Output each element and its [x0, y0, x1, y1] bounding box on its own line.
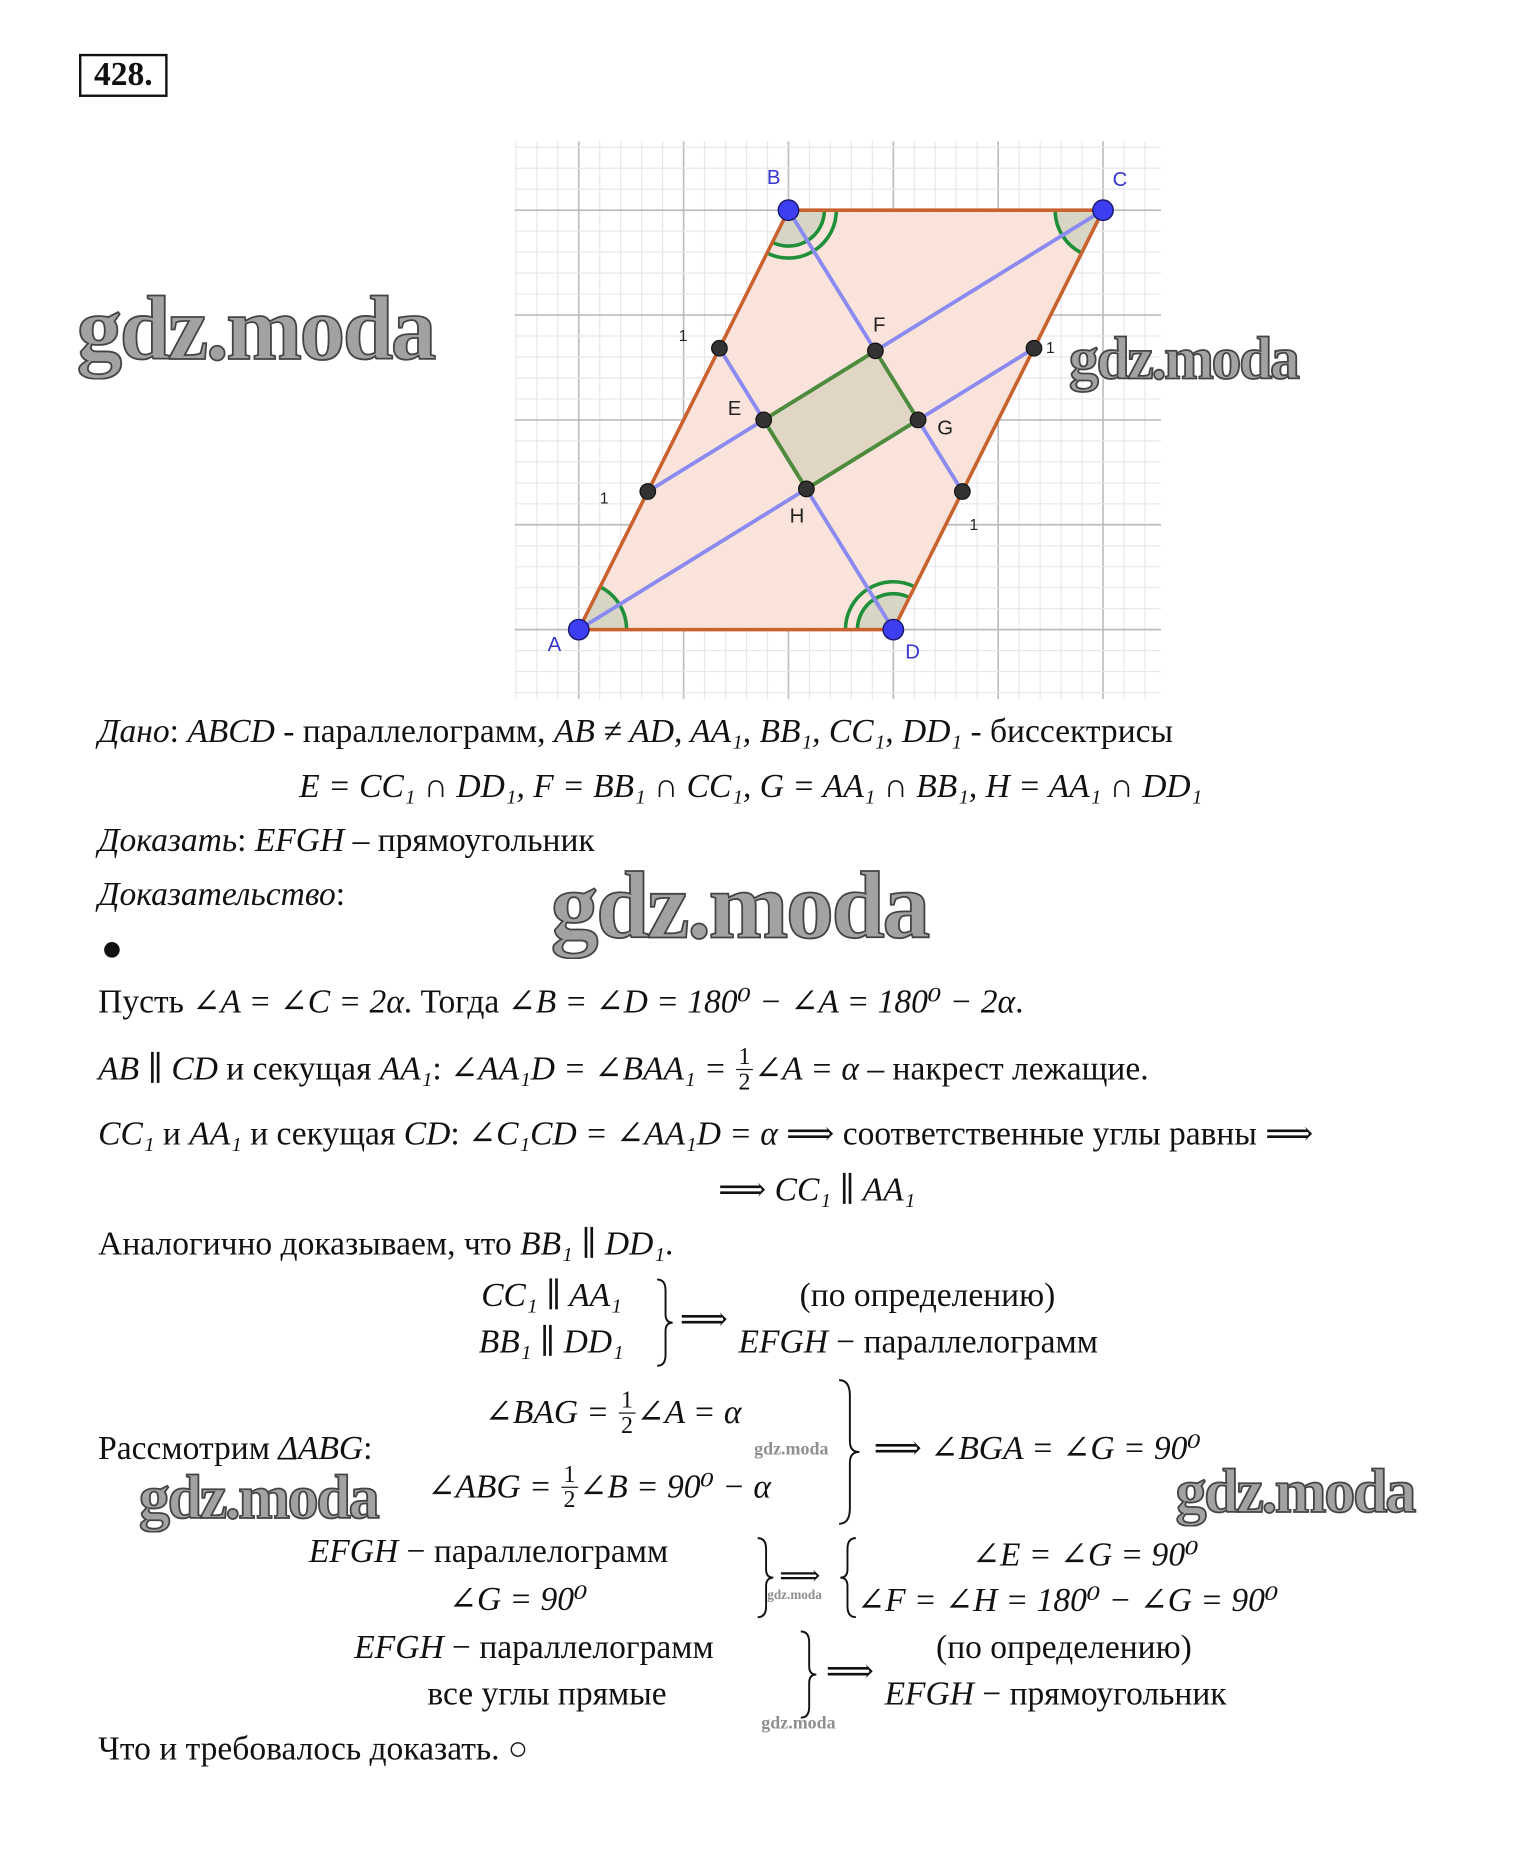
sys3-right-1 [972, 1535, 1199, 1578]
text: (по определению) [936, 1629, 1192, 1667]
math-text: ∠A = ∠C = 2α [192, 983, 404, 1022]
sys3-right-2 [857, 1580, 1278, 1623]
point-e [756, 412, 772, 428]
math-text: BB₁ ∥ DD₁ [520, 1225, 666, 1263]
text: – прямоугольник [344, 822, 595, 860]
text: и секущая [217, 1050, 380, 1088]
fraction [736, 1045, 753, 1094]
point-g [910, 412, 926, 428]
sys1-left-1 [481, 1275, 622, 1318]
point-label-subscript: 1 [599, 490, 609, 508]
watermark: gdz.moda [754, 1439, 829, 1460]
sys1-arrow: ⟹ [679, 1301, 728, 1339]
text: Аналогично доказываем, что [98, 1225, 521, 1263]
math-text: ∠F = ∠H = 180⁰ − ∠G = 90⁰ [857, 1582, 1279, 1620]
math-text: ∠BAG = [484, 1394, 618, 1432]
watermark: gdz.moda [1068, 324, 1298, 392]
point-label-letter: F [873, 314, 886, 337]
math-text: AB ∥ CD [98, 1050, 218, 1088]
point-f [868, 343, 884, 359]
text: Пусть [98, 983, 193, 1022]
label-h [790, 505, 805, 527]
math-text: ΔABG [278, 1430, 364, 1468]
left-brace-icon [838, 1537, 857, 1618]
proof-step-3-conclusion [718, 1169, 915, 1212]
fraction-numerator: 1 [561, 1463, 578, 1488]
text: - биссектрисы [962, 713, 1174, 751]
math-text: ∠A = α [754, 1050, 859, 1088]
right-brace-icon [800, 1630, 819, 1719]
math-text: ⟹ ∠BGA = ∠G = 90⁰ [873, 1430, 1201, 1468]
sys1-right-2 [739, 1321, 1098, 1364]
point-label-letter: E [727, 398, 742, 421]
label-e [728, 398, 742, 420]
text: и [154, 1115, 190, 1153]
point-label-subscript: 1 [678, 328, 688, 346]
math-text: ∠B = 90⁰ − α [579, 1468, 771, 1506]
fraction [561, 1463, 578, 1512]
proof-step-1 [98, 982, 1023, 1025]
label-g [937, 417, 953, 439]
fraction-denominator: 2 [563, 1486, 576, 1514]
point-d1 [712, 340, 728, 356]
sys4-left-1 [354, 1627, 713, 1670]
given-intersections [299, 766, 1202, 809]
math-text: ∠G = 90⁰ [448, 1581, 588, 1619]
math-text: EFGH [308, 1533, 399, 1571]
math-text: ∠A = α [636, 1394, 742, 1432]
problem-number: 428. [79, 54, 168, 97]
math-text: ∠E = ∠G = 90⁰ [971, 1536, 1199, 1575]
math-text: BB₁ ∥ DD₁ [478, 1323, 624, 1361]
sys4-arrow: ⟹ [825, 1653, 874, 1691]
math-text: ABCD [187, 713, 275, 751]
math-text: Доказательство [98, 876, 336, 914]
text: . [1015, 983, 1024, 1022]
math-text: E = CC₁ ∩ DD₁, F = BB₁ ∩ CC₁, G = AA₁ ∩ BB₁, H = AA₁ ∩ DD₁ [299, 768, 1203, 806]
fraction-denominator: 2 [620, 1412, 633, 1439]
math-text: CD [403, 1115, 451, 1153]
text: : [363, 1430, 373, 1468]
math-text: CC₁ ∥ AA₁ [481, 1277, 622, 1315]
fraction-numerator: 1 [619, 1389, 636, 1414]
math-text: EFGH [884, 1675, 974, 1713]
math-text: ∠B = ∠D = 180⁰ − ∠A = 180⁰ − 2α [507, 983, 1016, 1022]
watermark: gdz.moda [76, 278, 435, 380]
sys3-left-1 [309, 1531, 668, 1574]
vertex-d [883, 619, 903, 639]
label-c [1113, 169, 1128, 191]
point-b1 [955, 484, 971, 500]
fraction [619, 1389, 636, 1438]
sys2-result [874, 1428, 1201, 1471]
vertex-a [569, 619, 589, 639]
sys4-right-2 [885, 1673, 1227, 1716]
point-label-letter: C [1112, 169, 1128, 192]
text: – накрест лежащие. [858, 1050, 1149, 1088]
text: − параллелограмм [398, 1533, 669, 1571]
point-label-letter: B [766, 166, 781, 189]
vertex-c [1093, 200, 1113, 220]
label-c1 [600, 491, 609, 508]
label-a [548, 634, 562, 656]
point-a1 [1026, 340, 1042, 356]
bullet-icon [104, 942, 120, 958]
conclusion-line [98, 1728, 528, 1771]
text: : [237, 822, 255, 860]
math-text: ∠C₁CD = ∠AA₁D = α ⟹ [468, 1115, 835, 1153]
text: − параллелограмм [443, 1629, 714, 1667]
proof-step-4 [98, 1223, 673, 1266]
sys2-left-2 [427, 1461, 771, 1514]
math-text: AB ≠ AD, AA₁, BB₁, CC₁, DD₁ [553, 713, 963, 751]
label-d1 [679, 328, 688, 345]
math-text: ∠ABG = [427, 1468, 560, 1506]
math-text: EFGH [354, 1629, 444, 1667]
fraction-denominator: 2 [738, 1068, 751, 1096]
sys4-left-2 [427, 1673, 666, 1716]
point-label-letter: D [905, 641, 920, 664]
sys2-left-1 [484, 1387, 742, 1440]
label-b1 [970, 517, 979, 534]
prove-line [98, 820, 595, 863]
point-c1 [640, 484, 656, 500]
right-brace-icon [757, 1537, 776, 1618]
text: - параллелограмм, [274, 713, 554, 751]
math-text: EFGH [738, 1323, 828, 1361]
watermark: gdz.moda [767, 1588, 822, 1603]
math-text: Дано [98, 713, 170, 751]
sys4-right-1 [936, 1627, 1192, 1670]
text: соответственные углы равны ⟹ [834, 1115, 1314, 1153]
text: . Тогда [403, 983, 508, 1022]
text: (по определению) [799, 1277, 1056, 1315]
sys3-left-2 [449, 1579, 588, 1622]
label-d [905, 641, 920, 663]
sys1-right-1 [800, 1275, 1056, 1318]
point-label-subscript: 1 [1045, 340, 1055, 358]
math-text: AA₁ [189, 1115, 242, 1153]
math-text: ⟹ CC₁ ∥ AA₁ [718, 1171, 916, 1209]
watermark: gdz.moda [138, 1463, 378, 1533]
point-label-letter: A [547, 634, 562, 657]
vertex-b [778, 200, 798, 220]
math-text: AA₁ [379, 1050, 433, 1088]
point-h [799, 481, 815, 497]
geometry-diagram [515, 141, 1161, 699]
point-label-letter: H [789, 505, 805, 528]
text: : [432, 1050, 451, 1088]
math-text: CC₁ [98, 1115, 155, 1153]
text: все углы прямые [427, 1675, 667, 1713]
watermark: gdz.moda [550, 853, 928, 959]
right-brace-icon [838, 1379, 862, 1525]
label-f [873, 315, 885, 337]
math-text: ∠AA₁D = ∠BAA₁ = [450, 1050, 735, 1088]
label-b [767, 167, 781, 189]
sys3-arrow: ⟹ [779, 1560, 821, 1593]
text: : [335, 876, 346, 914]
label-a1 [1046, 340, 1055, 357]
text: . [665, 1225, 674, 1263]
text: : [450, 1115, 469, 1153]
given-line [98, 711, 1173, 754]
fraction-numerator: 1 [736, 1045, 753, 1070]
text: Рассмотрим [98, 1430, 279, 1468]
watermark: gdz.moda [1175, 1457, 1414, 1527]
text: : [169, 713, 188, 751]
point-label-subscript: 1 [969, 516, 979, 534]
math-text: EFGH [254, 822, 345, 860]
text: и секущая [241, 1115, 404, 1153]
text: Что и требовалось доказать. ○ [98, 1730, 529, 1768]
sys1-left-2 [479, 1321, 624, 1364]
math-text: Доказать [98, 822, 238, 860]
proof-step-3 [98, 1113, 1313, 1156]
text: − прямоугольник [973, 1675, 1227, 1713]
watermark: gdz.moda [761, 1714, 836, 1734]
point-label-letter: G [937, 417, 954, 440]
text: − параллелограмм [827, 1323, 1098, 1361]
proof-step-2 [98, 1043, 1149, 1096]
proof-heading [98, 874, 345, 917]
right-brace-icon [656, 1278, 675, 1367]
